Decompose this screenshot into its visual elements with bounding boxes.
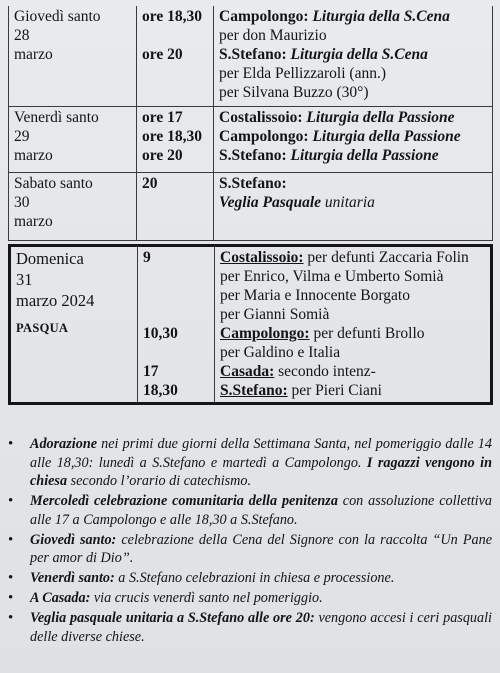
note-highlight: Giovedì santo: <box>30 531 117 548</box>
time: 10,30 <box>143 325 178 342</box>
event-title: Liturgia della Passione <box>290 146 439 164</box>
event-title: Veglia Pasquale <box>219 193 322 211</box>
note-highlight: A Casada: <box>30 590 91 606</box>
day-cell <box>9 106 137 172</box>
holy-week-schedule-table <box>8 6 493 241</box>
note-highlight: Venerdì santo: <box>30 570 115 586</box>
note-item <box>30 435 492 491</box>
events-cell <box>215 246 492 404</box>
day-number: 29 <box>14 127 30 145</box>
event-place: S.Stefano: <box>219 46 287 63</box>
note-item <box>30 492 492 529</box>
note-item <box>30 589 492 608</box>
event-intention: per Gianni Somià <box>220 306 330 323</box>
event-intention: per defunti Zaccaria Folin <box>307 249 469 266</box>
day-month: marzo <box>14 212 53 230</box>
event-place: S.Stefano: <box>220 382 288 399</box>
note-text: celebrazione della Cena del Signore con la raccolta “Un Pane per amor di Dio”. <box>30 531 492 566</box>
time: 18,30 <box>143 382 178 399</box>
event-intention: per Galdino e Italia <box>220 344 341 361</box>
day-number: 30 <box>14 193 30 211</box>
day-number: 28 <box>14 27 30 44</box>
note-item <box>30 531 492 568</box>
event-intention: per Enrico, Vilma e Umberto Somià <box>220 268 444 285</box>
note-text: nei primi due giorni della Settimana Santa, nel pomeriggio dalle 14 alle 18,30: lunedì a S.Stefano e martedì a Campolongo. <box>30 436 492 471</box>
time: 20 <box>142 174 158 192</box>
schedule-row-domenica <box>10 246 492 404</box>
note-text: con assoluzione collettiva alle 17 a Campolongo e alle 18,30 a S.Stefano. <box>30 493 492 528</box>
time <box>142 26 209 45</box>
pasqua-label: PASQUA <box>16 321 69 335</box>
day-cell <box>10 246 138 404</box>
time: ore 17 <box>142 108 183 126</box>
time: ore 18,30 <box>142 8 202 25</box>
day-name: Domenica <box>16 249 84 268</box>
schedule-row-sabato <box>9 172 493 240</box>
event-place: Campolongo: <box>219 127 309 145</box>
events-cell <box>214 6 493 106</box>
event-intention: per Pieri Ciani <box>291 382 382 399</box>
day-month: marzo 2024 <box>16 291 95 310</box>
time-cell <box>138 246 215 404</box>
note-text: a S.Stefano celebrazioni in chiesa e processione. <box>114 570 395 586</box>
event-intention: per defunti Brollo <box>313 325 425 342</box>
schedule-row-giovedi <box>9 6 493 106</box>
time-cell <box>137 6 214 106</box>
day-month: marzo <box>14 146 53 164</box>
time: ore 20 <box>142 46 183 63</box>
event-place: Costalissoio: <box>219 108 303 126</box>
event-title: Liturgia della S.Cena <box>290 46 428 63</box>
note-item <box>30 569 492 588</box>
time: ore 20 <box>142 146 183 164</box>
note-text: secondo l’orario di catechismo. <box>67 473 252 489</box>
schedule-row-venerdi <box>9 106 493 172</box>
note-text: vengono accesi i ceri pasquali delle diverse chiese. <box>30 610 492 645</box>
time-cell <box>137 106 214 172</box>
event-suffix: unitaria <box>324 193 375 211</box>
note-item <box>30 609 492 646</box>
event-intention: per Elda Pellizzaroli (ann.) <box>219 65 386 82</box>
event-intention: per don Maurizio <box>219 27 327 44</box>
time: 17 <box>143 363 159 380</box>
event-title: Liturgia della Passione <box>312 127 461 145</box>
notes-list <box>0 435 492 648</box>
event-place: Campolongo: <box>219 8 309 25</box>
day-name: Sabato santo <box>14 174 93 192</box>
event-place: Campolongo: <box>220 325 310 342</box>
events-cell <box>214 172 493 240</box>
day-cell <box>9 6 137 106</box>
time-cell <box>137 172 214 240</box>
easter-sunday-table <box>8 244 493 405</box>
note-highlight: Veglia pasquale unitaria a S.Stefano alle ore 20: <box>30 610 315 626</box>
note-text: via crucis venerdì santo nel pomeriggio. <box>90 590 323 606</box>
day-cell <box>9 172 137 240</box>
event-place: S.Stefano: <box>219 174 287 192</box>
event-intention: secondo intenz- <box>278 363 376 380</box>
day-name: Venerdì santo <box>14 108 99 126</box>
day-name: Giovedì santo <box>14 8 101 25</box>
event-place: Casada: <box>220 363 275 380</box>
event-title: Liturgia della Passione <box>306 108 455 126</box>
event-place: S.Stefano: <box>219 146 287 164</box>
event-place: Costalissoio: <box>220 249 304 266</box>
note-highlight: Adorazione <box>30 436 98 452</box>
time: 9 <box>143 249 151 266</box>
event-title: Liturgia della S.Cena <box>312 8 450 25</box>
time: ore 18,30 <box>142 127 202 145</box>
note-highlight: I ragazzi vengono in chiesa <box>30 454 493 489</box>
day-number: 31 <box>16 270 33 289</box>
events-cell <box>214 106 493 172</box>
event-intention: per Silvana Buzzo (30°) <box>219 84 369 101</box>
note-highlight: Mercoledì celebrazione comunitaria della penitenza <box>30 493 338 509</box>
event-intention: per Maria e Innocente Borgato <box>220 287 410 304</box>
day-month: marzo <box>14 46 53 63</box>
